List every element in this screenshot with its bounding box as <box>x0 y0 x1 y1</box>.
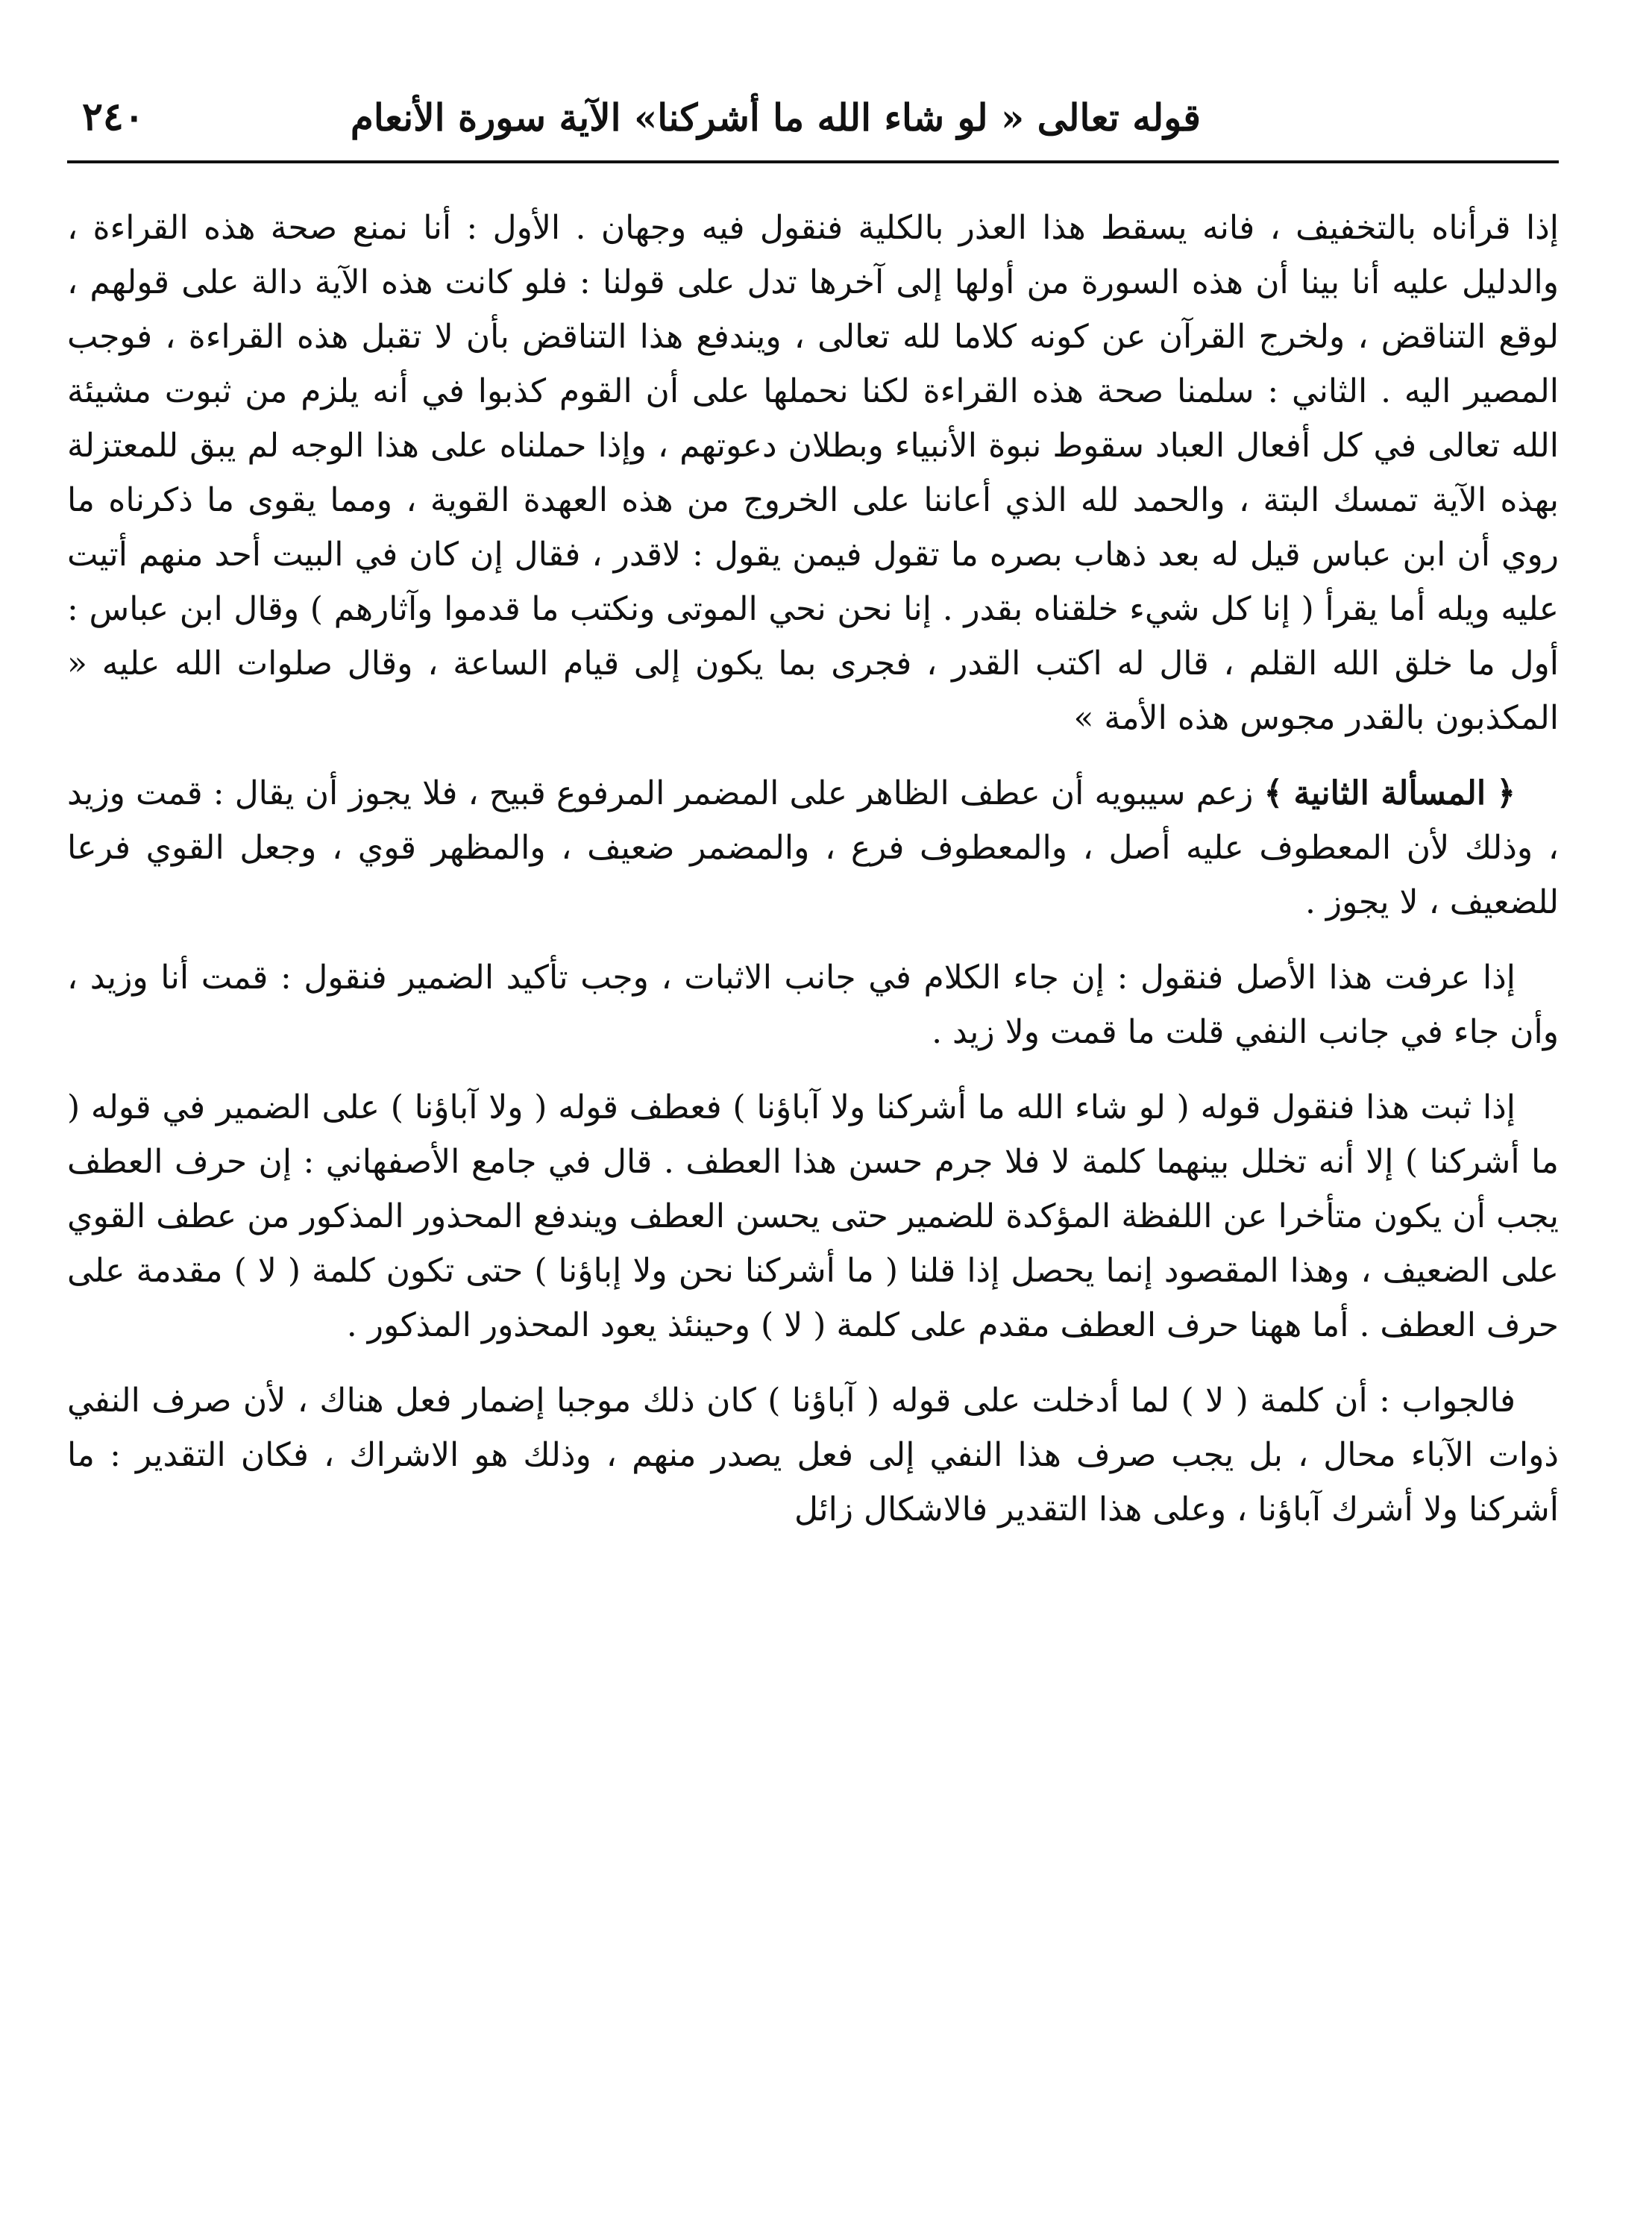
paragraph-text: إذا قرأناه بالتخفيف ، فانه يسقط هذا العذر بالكلية فنقول فيه وجهان . الأول : أنا نمنع صحة هذه القراءة ، والدليل عليه أنا بينا أن هذه السورة من أولها إلى آخرها تدل على قولنا : فلو كانت هذه الآية دالة على قولهم ، لوقع التناقض ، ولخرج القرآن عن كونه كلاما لله تعالى ، ويندفع هذا التناقض بأن لا تقبل هذه القراءة ، فوجب المصير اليه . الثاني : سلمنا صحة هذه القراءة لكنا نحملها على أن القوم كذبوا في أنه يلزم من ثبوت مشيئة الله تعالى في كل أفعال العباد سقوط نبوة الأنبياء وبطلان دعوتهم ، وإذا حملناه على هذا الوجه لم يبق للمعتزلة بهذه الآية تمسك البتة ، والحمد لله الذي أعاننا على الخروج من هذه العهدة القوية ، ومما يقوى ما ذكرناه ما روي أن ابن عباس قيل له بعد ذهاب بصره ما تقول فيمن يقول : لاقدر ، فقال إن كان في البيت أحد منهم أتيت عليه ويله أما يقرأ ( إنا كل شيء خلقناه بقدر . إنا نحن نحي الموتى ونكتب ما قدموا وآثارهم ) وقال ابن عباس : أول ما خلق الله القلم ، قال له اكتب القدر ، فجرى بما يكون إلى قيام الساعة ، وقال صلوات الله عليه « المكذبون بالقدر مجوس هذه الأمة » <box>67 209 1559 737</box>
paragraph <box>67 1080 1559 1352</box>
paragraph-text: إذا عرفت هذا الأصل فنقول : إن جاء الكلام في جانب الاثبات ، وجب تأكيد الضمير فنقول : قمت أنا وزيد ، وأن جاء في جانب النفي قلت ما قمت ولا زيد . <box>67 959 1559 1051</box>
page-header <box>67 82 1559 163</box>
paragraph-text: زعم سيبويه أن عطف الظاهر على المضمر المرفوع قبيح ، فلا يجوز أن يقال : قمت وزيد ، وذلك لأن المعطوف عليه أصل ، والمعطوف فرع ، والمضمر ضعيف ، والمظهر قوي ، وجعل القوي فرعا للضعيف ، لا يجوز . <box>67 774 1559 921</box>
book-page <box>67 82 1559 2186</box>
paragraph <box>67 950 1559 1059</box>
paragraph <box>67 1373 1559 1537</box>
page-number: ٢٤٠ <box>82 94 145 140</box>
paragraph-masala-2 <box>67 766 1559 930</box>
ornament-open: ﴿ <box>1496 774 1516 812</box>
paragraph <box>67 201 1559 745</box>
paragraph-text: إذا ثبت هذا فنقول قوله ( لو شاء الله ما أشركنا ولا آباؤنا ) فعطف قوله ( ولا آباؤنا ) على الضمير في قوله ( ما أشركنا ) إلا أنه تخلل بينهما كلمة لا فلا جرم حسن هذا العطف . قال في جامع الأصفهاني : إن حرف العطف يجب أن يكون متأخرا عن اللفظة المؤكدة للضمير حتى يحسن العطف ويندفع المحذور المذكور من عطف القوي على الضعيف ، وهذا المقصود إنما يحصل إذا قلنا ( ما أشركنا نحن ولا إباؤنا ) حتى تكون كلمة ( لا ) مقدمة على حرف العطف . أما ههنا حرف العطف مقدم على كلمة ( لا ) وحينئذ يعود المحذور المذكور . <box>67 1088 1559 1344</box>
running-title: قوله تعالى « لو شاء الله ما أشركنا» الآية سورة الأنعام <box>350 95 1201 140</box>
paragraph-text: فالجواب : أن كلمة ( لا ) لما أدخلت على قوله ( آباؤنا ) كان ذلك موجبا إضمار فعل هناك ، لأن صرف النفي ذوات الآباء محال ، بل يجب صرف هذا النفي إلى فعل يصدر منهم ، وذلك هو الاشراك ، فكان التقدير : ما أشركنا ولا أشرك آباؤنا ، وعلى هذا التقدير فالاشكال زائل <box>67 1382 1559 1529</box>
ornament-close: ﴾ <box>1263 774 1284 812</box>
section-heading: المسألة الثانية <box>1293 774 1486 812</box>
body-text <box>67 201 1559 1537</box>
